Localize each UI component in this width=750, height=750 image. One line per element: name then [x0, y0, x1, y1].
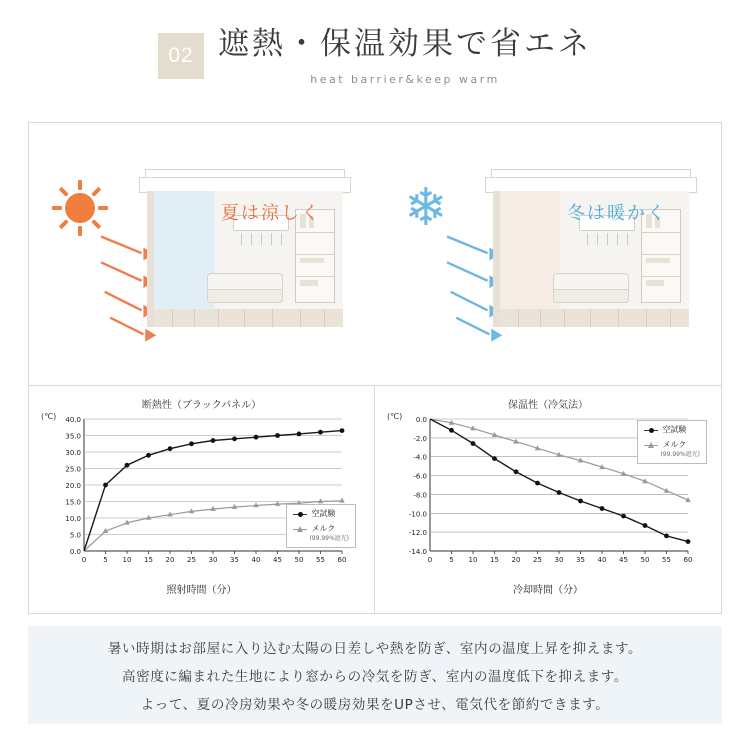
- legend-item-control: [293, 509, 349, 520]
- svg-text:45: 45: [619, 556, 628, 564]
- section-number-badge: 02: [158, 33, 204, 79]
- svg-text:15: 15: [490, 556, 499, 564]
- chart-insulation: [29, 386, 375, 614]
- legend-note-merck: (99.99%遮光): [660, 450, 700, 458]
- svg-text:55: 55: [662, 556, 671, 564]
- svg-text:20.0: 20.0: [64, 482, 81, 490]
- svg-text:40: 40: [597, 556, 607, 564]
- room-winter: [493, 169, 689, 349]
- svg-text:-10.0: -10.0: [408, 510, 427, 519]
- svg-text:10: 10: [122, 556, 131, 564]
- svg-text:25.0: 25.0: [64, 465, 81, 474]
- svg-text:55: 55: [315, 556, 325, 564]
- chart-xlabel-retention: 冷却時間（分）: [513, 585, 583, 596]
- illustration-row: [29, 123, 721, 386]
- svg-text:-12.0: -12.0: [408, 529, 427, 538]
- svg-text:-2.0: -2.0: [413, 434, 427, 443]
- chart-legend-retention: [637, 420, 707, 464]
- content-panel: [28, 122, 722, 614]
- svg-text:10: 10: [468, 556, 478, 564]
- page-title: 遮熱・保温効果で省エネ: [218, 26, 592, 62]
- scene-winter: [375, 123, 721, 385]
- svg-text:30: 30: [554, 556, 564, 564]
- svg-text:-14.0: -14.0: [408, 548, 427, 556]
- chart-xlabel-insulation: 照射時間（分）: [166, 585, 237, 596]
- chart-title-insulation: 断熱性（ブラックパネル）: [141, 400, 262, 411]
- chart-unit-insulation: (℃): [41, 412, 57, 421]
- window-glass-summer: [154, 191, 214, 309]
- svg-text:5.0: 5.0: [69, 531, 81, 540]
- svg-text:0: 0: [81, 556, 86, 564]
- legend-item-merck: [293, 524, 349, 535]
- sofa-icon: [553, 273, 629, 307]
- svg-text:30: 30: [208, 556, 217, 564]
- page-subtitle: heat barrier&keep warm: [310, 73, 500, 87]
- legend-label-merck: メルク: [311, 523, 336, 533]
- svg-text:-8.0: -8.0: [413, 491, 427, 500]
- scene-summer: [29, 123, 375, 385]
- title-wrap: [218, 26, 592, 86]
- svg-text:60: 60: [683, 556, 693, 564]
- svg-text:10.0: 10.0: [64, 515, 81, 523]
- legend-label-control: 空試験: [311, 509, 336, 518]
- svg-text:15.0: 15.0: [64, 498, 81, 507]
- snowflake-icon: ❄: [404, 178, 448, 238]
- svg-text:25: 25: [186, 556, 196, 564]
- svg-text:25: 25: [533, 556, 542, 564]
- room-summer: [147, 169, 343, 349]
- svg-text:30.0: 30.0: [64, 449, 81, 457]
- chart-svg-insulation: [42, 411, 362, 579]
- svg-text:0.0: 0.0: [69, 548, 81, 556]
- legend-item-control: [644, 425, 700, 436]
- svg-text:40: 40: [251, 556, 260, 564]
- legend-item-merck: [644, 440, 700, 451]
- sofa-icon: [207, 273, 283, 307]
- svg-text:60: 60: [337, 556, 346, 564]
- svg-text:5: 5: [449, 556, 454, 564]
- note-line-3: よって、夏の冷房効果や冬の暖房効果をUPさせ、電気代を節約できます。: [140, 697, 610, 713]
- svg-text:35: 35: [229, 556, 239, 564]
- svg-text:50: 50: [294, 556, 303, 564]
- page-header: [0, 0, 750, 86]
- svg-text:35: 35: [576, 556, 585, 564]
- legend-line-icon: [644, 430, 658, 431]
- svg-text:40.0: 40.0: [64, 416, 81, 424]
- legend-line-icon: [293, 529, 307, 530]
- note-box: [28, 626, 722, 724]
- legend-label-merck: メルク: [662, 439, 687, 449]
- legend-line-icon: [644, 445, 658, 446]
- chart-legend-insulation: [286, 504, 356, 548]
- svg-text:-4.0: -4.0: [413, 453, 427, 462]
- scene-label-winter: 冬は暖かく: [567, 203, 667, 224]
- svg-text:-6.0: -6.0: [413, 472, 427, 481]
- legend-note-merck: (99.99%遮光): [309, 534, 349, 542]
- svg-text:45: 45: [272, 556, 282, 564]
- note-line-2: 高密度に編まれた生地により窓からの冷気を防ぎ、室内の温度低下を抑えます。: [122, 669, 628, 685]
- svg-text:15: 15: [143, 556, 153, 564]
- svg-text:50: 50: [640, 556, 650, 564]
- svg-text:35.0: 35.0: [64, 432, 81, 441]
- svg-text:20: 20: [511, 556, 521, 564]
- window-glass-winter: [500, 191, 560, 309]
- svg-text:0: 0: [427, 556, 433, 564]
- charts-row: [29, 386, 721, 614]
- chart-title-retention: 保温性（冷気法）: [508, 400, 588, 411]
- legend-label-control: 空試験: [662, 425, 687, 434]
- chart-heat-retention: [375, 386, 721, 614]
- svg-text:0.0: 0.0: [415, 416, 427, 424]
- svg-text:5: 5: [102, 556, 108, 564]
- chart-unit-retention: (℃): [387, 412, 403, 421]
- scene-label-summer: 夏は涼しく: [221, 203, 321, 224]
- legend-line-icon: [293, 514, 307, 515]
- svg-text:20: 20: [165, 556, 174, 564]
- note-line-1: 暑い時期はお部屋に入り込む太陽の日差しや熱を防ぎ、室内の温度上昇を抑えます。: [107, 641, 643, 657]
